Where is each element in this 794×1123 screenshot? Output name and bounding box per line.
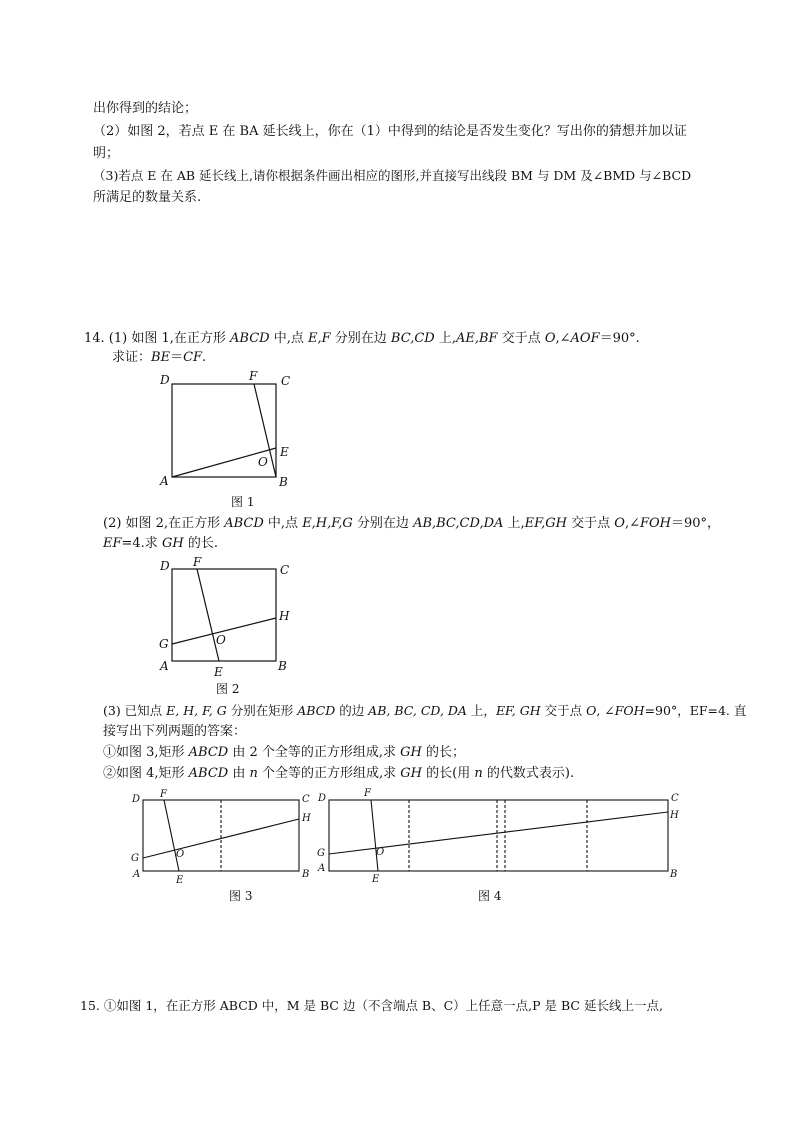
q14-part3: (3) 已知点 E, H, F, G 分别在矩形 ABCD 的边 AB, BC, CD, DA 上，EF, GH 交于点 O, ∠FOH=90°，EF=4. 直 <box>103 703 747 718</box>
fig4-label-e: E <box>372 874 380 885</box>
fig1-label-e: E <box>280 445 289 459</box>
prev-line-1: 出你得到的结论； <box>93 101 198 116</box>
fig2-label-h: H <box>279 609 290 623</box>
figure-1-caption: 图 1 <box>231 495 255 509</box>
fig4-label-h: H <box>670 810 679 821</box>
fig1-line-ae <box>172 448 276 477</box>
fig4-label-o: O <box>376 847 385 858</box>
fig4-label-d: D <box>318 793 327 804</box>
fig2-label-d: D <box>160 559 170 573</box>
q14-part2-line2: EF=4.求 GH 的长. <box>103 536 218 551</box>
fig3-label-e: E <box>176 875 184 886</box>
fig4-label-f: F <box>364 788 371 799</box>
q14-question-b: ②如图 4,矩形 ABCD 由 n 个全等的正方形组成,求 GH 的长(用 n 的代数式表示). <box>103 766 575 781</box>
fig3-label-c: C <box>302 794 310 805</box>
fig3-line-ef <box>164 800 179 871</box>
fig1-square <box>172 384 276 477</box>
fig3-label-d: D <box>132 794 141 805</box>
fig3-label-b: B <box>302 869 310 880</box>
q14-part3-line2: 接写出下列两题的答案： <box>103 724 247 739</box>
fig2-label-e: E <box>214 665 223 679</box>
fig1-label-d: D <box>160 373 170 387</box>
fig2-line-gh <box>172 618 276 644</box>
q14-question-a: ①如图 3,矩形 ABCD 由 2 个全等的正方形组成,求 GH 的长； <box>103 745 466 760</box>
q15-text: 15. ①如图 1，在正方形 ABCD 中，M 是 BC 边（不含端点 B、C）上任意一点,P 是 BC 延长线上一点, <box>80 998 663 1013</box>
figure-2-caption: 图 2 <box>216 682 240 696</box>
q14-part1: 14. (1) 如图 1,在正方形 ABCD 中,点 E,F 分别在边 BC,CD 上,AE,BF 交于点 O,∠AOF＝90°. <box>84 331 640 346</box>
fig2-label-f: F <box>193 555 202 569</box>
fig2-label-o: O <box>216 633 226 647</box>
fig2-square <box>172 569 276 661</box>
q14-part2: (2) 如图 2,在正方形 ABCD 中,点 E,H,F,G 分别在边 AB,BC,CD,DA 上,EF,GH 交于点 O,∠FOH＝90°， <box>103 516 721 531</box>
prev-line-2: （2）如图 2，若点 E 在 BA 延长线上，你在（1）中得到的结论是否发生变化？写出你的猜想并加以证 <box>93 124 687 139</box>
fig2-label-c: C <box>280 563 290 577</box>
fig1-line-bf <box>254 384 276 477</box>
fig1-label-c: C <box>281 374 291 388</box>
prev-line-5: 所满足的数量关系. <box>93 190 202 205</box>
fig3-label-h: H <box>302 813 311 824</box>
fig3-line-gh <box>143 819 299 858</box>
fig4-line-gh <box>329 812 668 854</box>
fig3-rectangle <box>143 800 299 871</box>
fig4-label-c: C <box>671 793 679 804</box>
fig3-label-a: A <box>133 869 141 880</box>
fig1-label-f: F <box>249 369 258 383</box>
fig2-label-a: A <box>160 659 169 673</box>
fig2-label-b: B <box>278 659 287 673</box>
prev-line-3: 明； <box>93 146 120 161</box>
fig4-rectangle <box>329 800 668 871</box>
fig1-label-b: B <box>279 475 288 489</box>
fig1-label-a: A <box>160 474 169 488</box>
fig3-label-g: G <box>131 853 139 864</box>
fig4-line-ef <box>371 800 378 871</box>
prev-line-4: （3)若点 E 在 AB 延长线上,请你根据条件画出相应的图形,并直接写出线段 BM 与 DM 及∠BMD 与∠BCD <box>93 168 692 183</box>
fig4-label-g: G <box>317 848 325 859</box>
fig4-label-b: B <box>670 869 678 880</box>
q14-prove: 求证：BE＝CF. <box>112 350 207 365</box>
fig2-line-ef <box>197 569 219 661</box>
figure-3-caption: 图 3 <box>229 889 253 903</box>
fig3-label-o: O <box>176 849 185 860</box>
fig1-label-o: O <box>258 455 268 469</box>
fig2-label-g: G <box>159 637 169 651</box>
fig3-label-f: F <box>160 789 167 800</box>
figure-4-caption: 图 4 <box>478 889 502 903</box>
fig4-label-a: A <box>318 863 326 874</box>
